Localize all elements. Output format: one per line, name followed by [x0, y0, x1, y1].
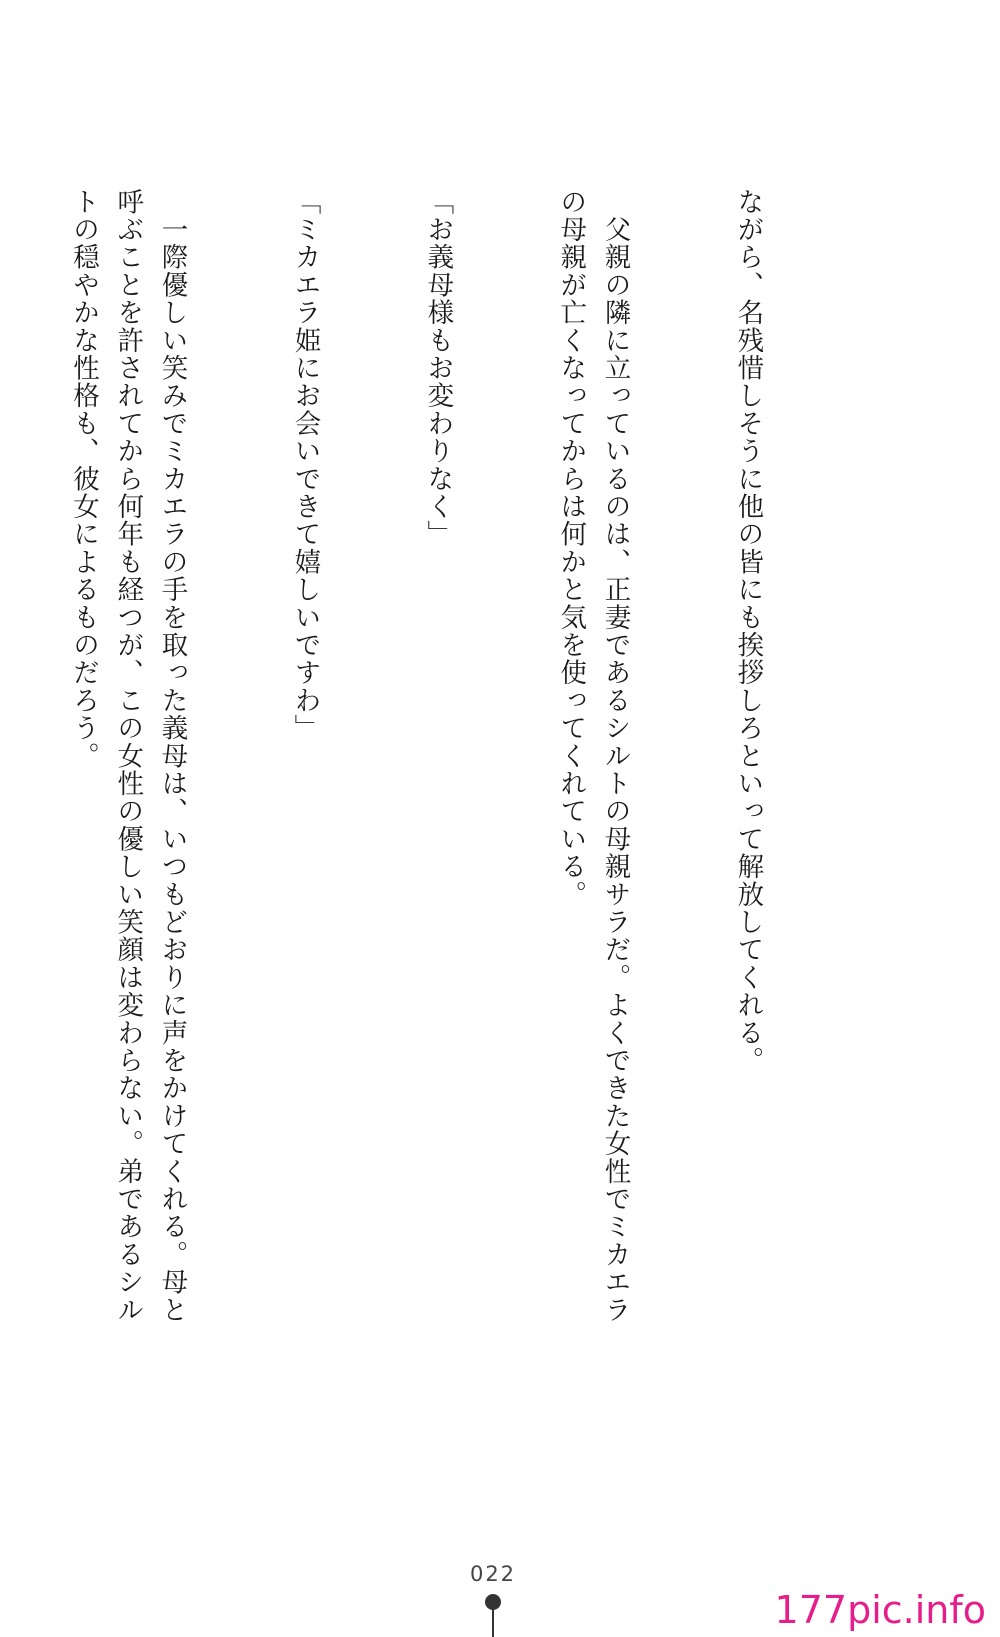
page-number: 022: [469, 1562, 517, 1586]
paragraph: ながら、名残惜しそうに他の皆にも挨拶しろといって解放してくれる。: [732, 188, 764, 1075]
page-marker-line: [492, 1608, 494, 1637]
paragraph: 父親の隣に立っているのは、正妻であるシルトの母親サラだ。よくできた女性でミカエラの母親が亡くなってからは何かと気を使ってくれている。: [555, 188, 631, 1324]
paragraph: 「お義母様もお変わりなく」: [422, 188, 454, 549]
paragraph: 「ミカエラ姫にお会いできて嬉しいですわ」: [289, 188, 321, 742]
vertical-text-body: [0, 188, 858, 1338]
paragraph: 一際優しい笑みでミカエラの手を取った義母は、いつもどおりに声をかけてくれる。母と呼ぶことを許されてから何年も経つが、この女性の優しい笑顔は変わらない。弟であるシルトの穏やかな性格も、彼女によるものだろう。: [67, 188, 188, 1324]
site-watermark: 177pic.info: [774, 1588, 986, 1632]
